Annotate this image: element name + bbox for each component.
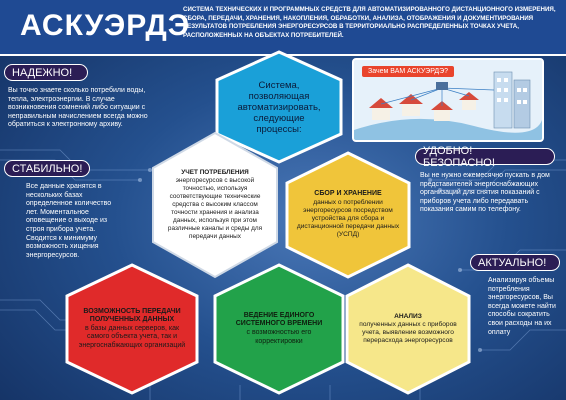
hex-accounting-text: энергоресурсов с высокой точностью, используя соответствующие технические средства с высоким классом точности хранения и анализа данных, используя при этом различные каналы и среды для передачи данных	[167, 177, 263, 240]
ribbon-relevant	[470, 254, 560, 271]
hex-accounting	[150, 130, 280, 280]
note-relevant: Анализируя объемы потребления энергоресурсов, Вы всегда можете найти способы сократить свои расходы на их оплату	[488, 277, 556, 336]
hex-accounting-title: УЧЕТ ПОТРЕБЛЕНИЯ	[181, 169, 249, 176]
hex-center-text: Система, позволяющая автоматизировать, следующие процессы:	[237, 79, 321, 135]
ribbon-convenient-label: УДОБНО! БЕЗОПАСНО!	[423, 144, 495, 169]
hex-time-content	[226, 292, 332, 366]
hex-collection-title: СБОР И ХРАНЕНИЕ	[314, 190, 382, 198]
hex-analysis	[344, 262, 472, 396]
hex-collection-content	[296, 176, 400, 254]
hex-time	[212, 262, 346, 396]
ribbon-relevant-label: АКТУАЛЬНО!	[478, 256, 547, 269]
hex-transfer-content	[76, 290, 188, 368]
note-convenient: Вы не нужно ежемесячно пускать в дом представителей энергоснабжающих организаций для снятия показаний с приборов учета либо передавать показания самим по телефону.	[420, 172, 550, 214]
hex-time-text: с возможностью его корректировки	[246, 329, 312, 345]
ribbon-stable-label: СТАБИЛЬНО!	[12, 162, 83, 175]
hex-time-title: ВЕДЕНИЕ ЕДИНОГО СИСТЕМНОГО ВРЕМЕНИ	[235, 311, 323, 328]
ribbon-convenient	[415, 144, 555, 169]
ribbon-stable	[4, 160, 90, 177]
hex-collection-text: данных о потреблении энергоресурсов посредством устройства для сбора и дистанционной передачи данных (УСПД)	[296, 198, 400, 239]
ribbon-reliable-label: НАДЕЖНО!	[12, 66, 73, 79]
hex-analysis-title: АНАЛИЗ	[394, 312, 422, 320]
hex-transfer-title: ВОЗМОЖНОСТЬ ПЕРЕДАЧИ ПОЛУЧЕННЫХ ДАННЫХ	[83, 307, 181, 324]
photo-caption: Зачем ВАМ АСКУЭРДЭ?	[362, 66, 454, 77]
note-stable: Все данные хранятся в нескольких базах определенное количество лет. Моментальное оповещение о выходе из строя прибора учета. Сводится к минимуму возможность хищения энергоресурсов.	[26, 183, 112, 259]
hex-accounting-content	[162, 154, 268, 256]
hex-analysis-content	[358, 292, 458, 366]
houses-illustration	[352, 58, 544, 142]
hex-collection	[284, 150, 412, 280]
header-bar	[0, 0, 566, 56]
page-subtitle: СИСТЕМА ТЕХНИЧЕСКИХ И ПРОГРАММНЫХ СРЕДСТВ ДЛЯ АВТОМАТИЗИРОВАННОГО ДИСТАНЦИОННОГО ИЗМЕРЕНИЯ, СБОРА, ПЕРЕДАЧИ, ХРАНЕНИЯ, НАКОПЛЕНИЯ, ОБРАБОТКИ, АНАЛИЗА, ОТОБРАЖЕНИЯ И ДОКУМЕНТИРОВАНИЯ РЕЗУЛЬТАТОВ ПОТРЕБЛЕНИЯ ЭНЕРГОРЕСУРСОВ В ТЕРРИТОРИАЛЬНО РАСПРЕДЕЛЕННЫХ ТОЧКАХ УЧЕТА, РАСПОЛОЖЕННЫХ НА ОБЪЕКТАХ ПОТРЕБИТЕЛЕЙ.	[183, 6, 556, 39]
hex-transfer-text: в базы данных серверов, как самого объекта учета, так и энергоснабжающих организаций	[78, 324, 186, 349]
hex-transfer	[64, 262, 200, 396]
ribbon-reliable	[4, 64, 88, 81]
note-reliable: Вы точно знаете сколько потребили воды, тепла, электроэнергии. В случае возникновения сомнений либо ситуации с неправильным начислением всегда можно обратиться к электронному архиву.	[8, 87, 148, 129]
hex-analysis-text: полученных данных с приборов учета, выявление возможного перерасхода энергоресурсов	[359, 320, 457, 345]
page-title: АСКУЭРДЭ	[20, 9, 191, 42]
